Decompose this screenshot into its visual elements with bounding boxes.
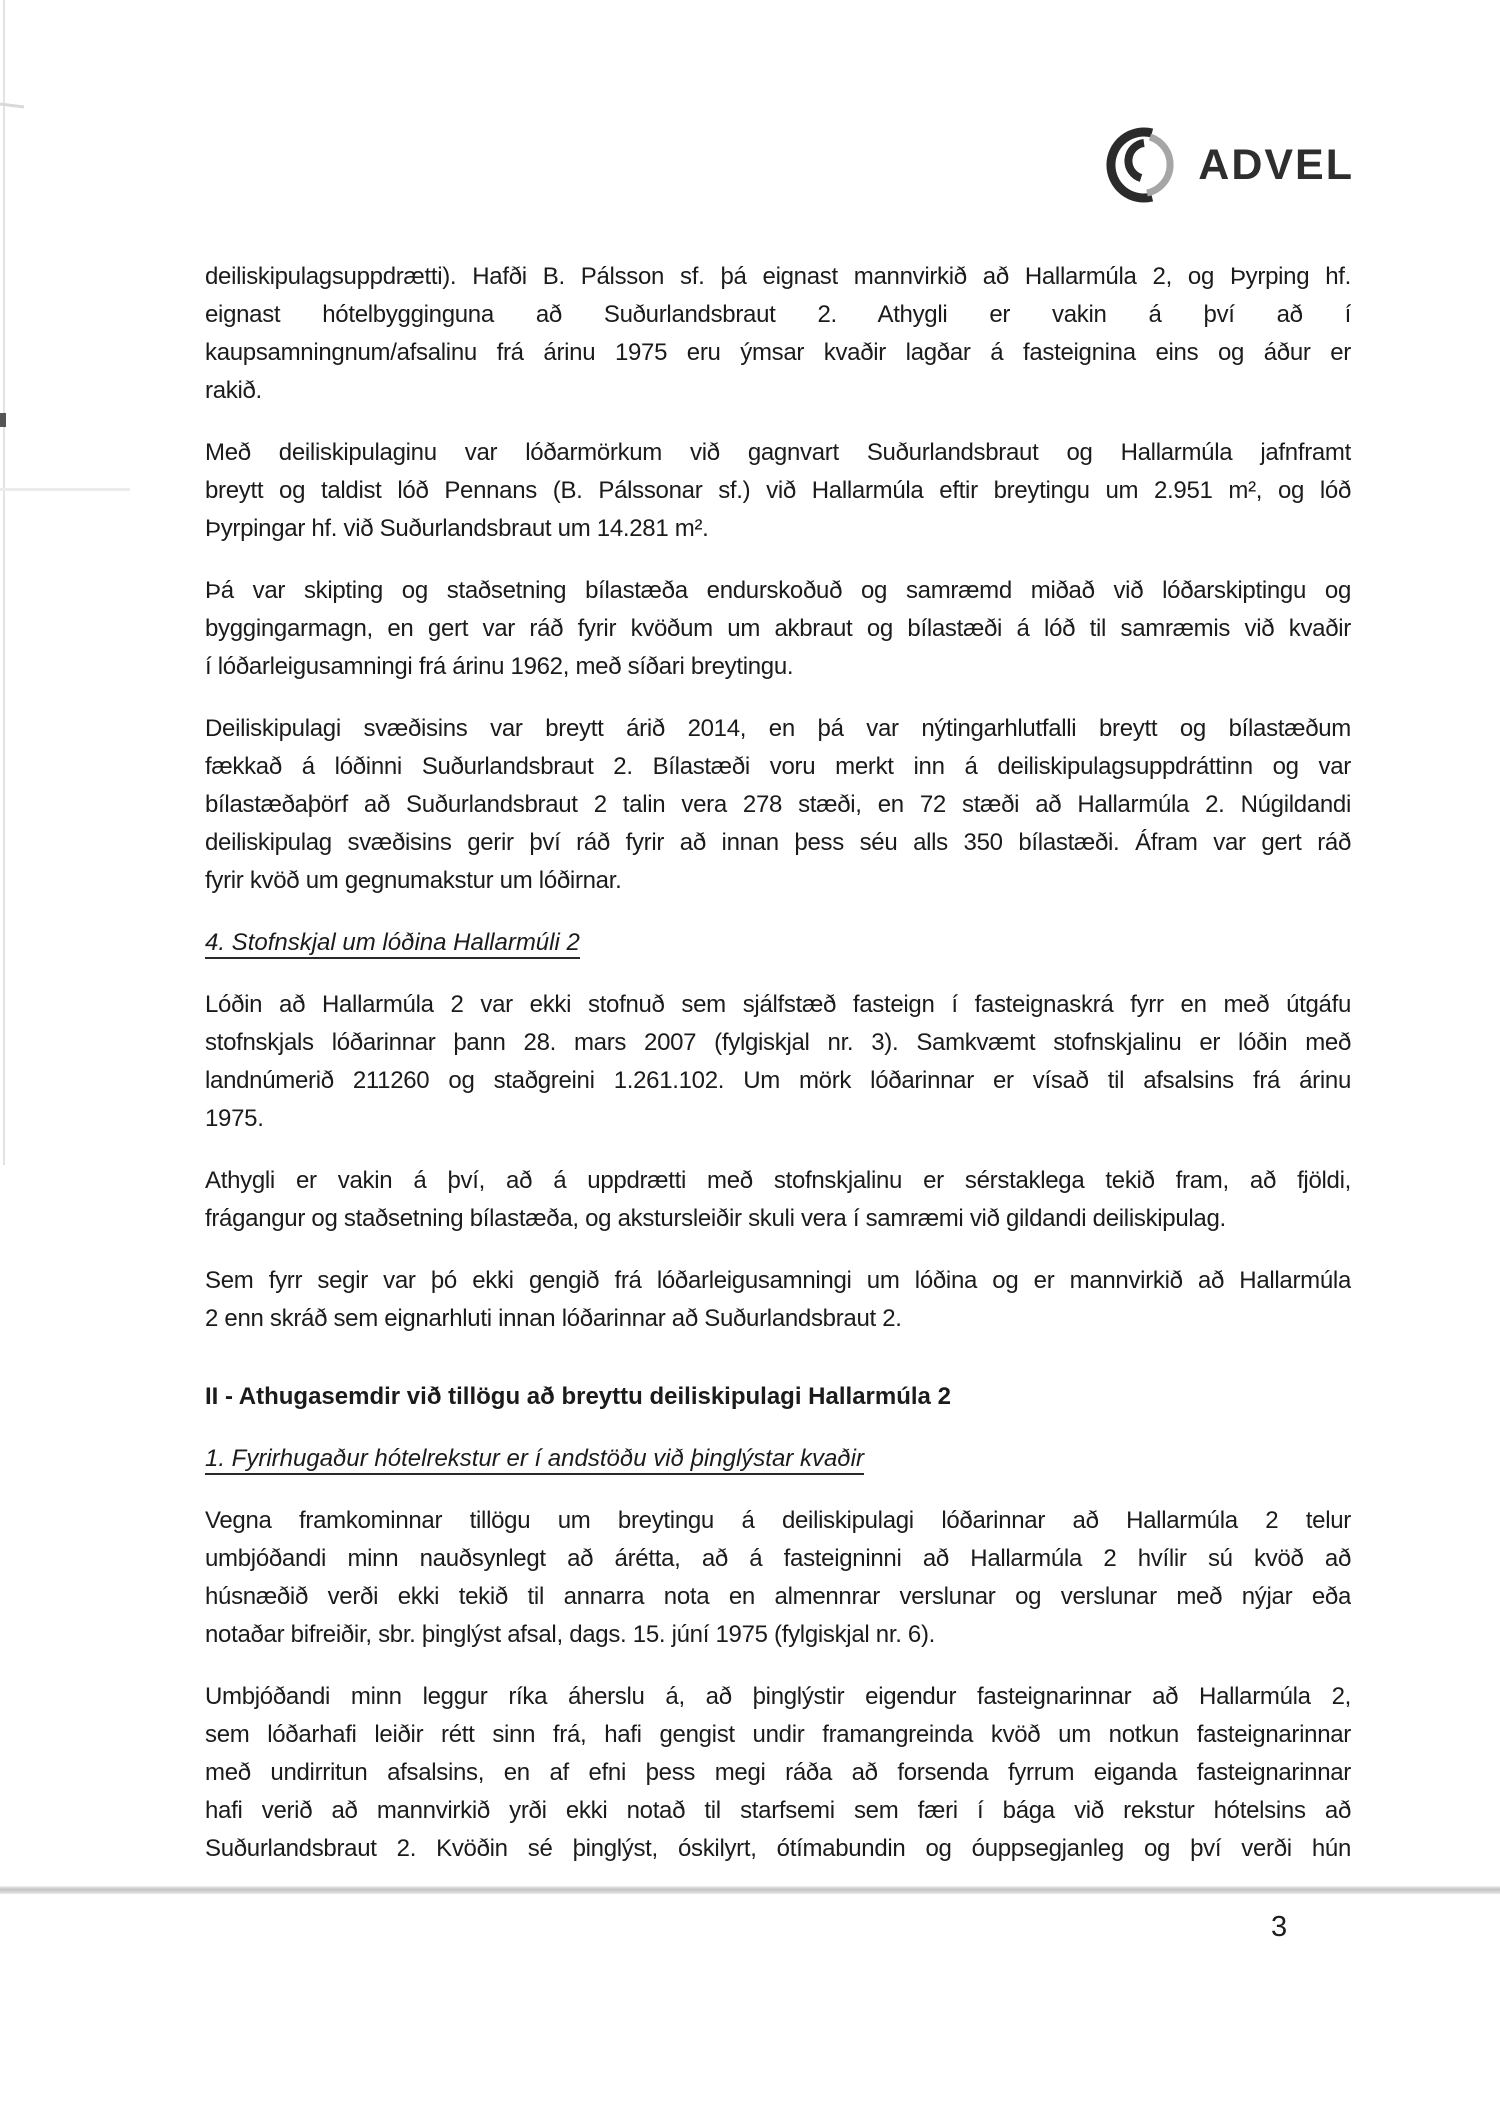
advel-ring-logo-icon [1106, 126, 1184, 204]
section-heading [205, 924, 1351, 962]
paragraph [205, 1678, 1351, 1868]
text-line: stofnskjals lóðarinnar þann 28. mars 2007 (fylgiskjal nr. 3). Samkvæmt stofnskjalinu er lóðin með [205, 1029, 1351, 1056]
paragraph [205, 986, 1351, 1138]
document-body [205, 258, 1351, 1892]
letterhead [1106, 126, 1354, 210]
paragraph [205, 434, 1351, 548]
text-line: deiliskipulag svæðisins gerir því ráð fyrir að innan þess séu alls 350 bílastæði. Áfram var gert ráð [205, 829, 1351, 856]
text-line [205, 1440, 1351, 1478]
text-line: fækkað á lóðinni Suðurlandsbraut 2. Bílastæði voru merkt inn á deiliskipulagsuppdráttinn og var [205, 753, 1351, 780]
paragraph [205, 1162, 1351, 1238]
paragraph [205, 572, 1351, 686]
text-line: Þyrpingar hf. við Suðurlandsbraut um 14.281 m². [205, 515, 709, 542]
text-line: í lóðarleigusamningi frá árinu 1962, með síðari breytingu. [205, 653, 794, 680]
advel-logo [1106, 126, 1354, 204]
scan-artifact-left-edge-line [3, 0, 5, 1165]
advel-logo-text: ADVEL [1198, 140, 1354, 189]
paragraph [205, 258, 1351, 410]
underlined-heading-text: 4. Stofnskjal um lóðina Hallarmúli 2 [205, 929, 580, 959]
text-line: Lóðin að Hallarmúla 2 var ekki stofnuð sem sjálfstæð fasteign í fasteignaskrá fyrr en með útgáfu [205, 991, 1351, 1018]
scan-artifact-dark-tick [0, 413, 6, 427]
text-line: umbjóðandi minn nauðsynlegt að árétta, að á fasteigninni að Hallarmúla 2 hvílir sú kvöð að [205, 1545, 1351, 1572]
underlined-heading-text: 1. Fyrirhugaður hótelrekstur er í andstöðu við þinglýstar kvaðir [205, 1445, 864, 1475]
text-line: notaðar bifreiðir, sbr. þinglýst afsal, dags. 15. júní 1975 (fylgiskjal nr. 6). [205, 1621, 936, 1648]
section-heading [205, 1378, 1351, 1416]
text-line: byggingarmagn, en gert var ráð fyrir kvöðum um akbraut og bílastæði á lóð til samræmis við kvaðir [205, 615, 1351, 642]
text-line: fyrir kvöð um gegnumakstur um lóðirnar. [205, 867, 622, 894]
text-line: Deiliskipulagi svæðisins var breytt árið 2014, en þá var nýtingarhlutfalli breytt og bílastæðum [205, 715, 1351, 742]
text-line: Umbjóðandi minn leggur ríka áherslu á, að þinglýstir eigendur fasteignarinnar að Hallarmúla 2, [205, 1683, 1351, 1710]
text-line: húsnæðið verði ekki tekið til annarra nota en almennrar verslunar og verslunar með nýjar eða [205, 1583, 1351, 1610]
text-line: Athygli er vakin á því, að á uppdrætti með stofnskjalinu er sérstaklega tekið fram, að fjöldi, [205, 1167, 1351, 1194]
scan-artifact-smudge [0, 488, 130, 491]
paragraph [205, 1262, 1351, 1338]
text-line: landnúmerið 211260 og staðgreini 1.261.102. Um mörk lóðarinnar er vísað til afsalsins frá árinu [205, 1067, 1351, 1094]
text-line: Þá var skipting og staðsetning bílastæða endurskoðuð og samræmd miðað við lóðarskiptingu og [205, 577, 1351, 604]
text-line [205, 924, 1351, 962]
text-line: hafi verið að mannvirkið yrði ekki notað til starfsemi sem færi í bága við rekstur hótelsins að [205, 1797, 1351, 1824]
text-line: sem lóðarhafi leiðir rétt sinn frá, hafi gengist undir framangreinda kvöð um notkun fasteignarinnar [205, 1721, 1351, 1748]
text-line: 1975. [205, 1105, 264, 1132]
text-line: Vegna framkominnar tillögu um breytingu á deiliskipulagi lóðarinnar að Hallarmúla 2 telur [205, 1507, 1351, 1534]
text-line: frágangur og staðsetning bílastæða, og akstursleiðir skuli vera í samræmi við gildandi deiliskipulag. [205, 1205, 1226, 1232]
text-line: Með deiliskipulaginu var lóðarmörkum við gagnvart Suðurlandsbraut og Hallarmúla jafnframt [205, 439, 1351, 466]
paragraph [205, 710, 1351, 900]
text-line: deiliskipulagsuppdrætti). Hafði B. Pálsson sf. þá eignast mannvirkið að Hallarmúla 2, og Þyrping hf. [205, 263, 1351, 290]
text-line: rakið. [205, 377, 262, 404]
text-line: II - Athugasemdir við tillögu að breyttu deiliskipulagi Hallarmúla 2 [205, 1383, 951, 1410]
section-heading [205, 1440, 1351, 1478]
page-bottom-divider [0, 1886, 1500, 1894]
page-number: 3 [1271, 1911, 1288, 1943]
text-line: Sem fyrr segir var þó ekki gengið frá lóðarleigusamningi um lóðina og er mannvirkið að Hallarmúla [205, 1267, 1351, 1294]
text-line: breytt og taldist lóð Pennans (B. Pálssonar sf.) við Hallarmúla eftir breytingu um 2.951 m², og lóð [205, 477, 1351, 504]
paragraph [205, 1502, 1351, 1654]
text-line: kaupsamningnum/afsalinu frá árinu 1975 eru ýmsar kvaðir lagðar á fasteignina eins og áður er [205, 339, 1351, 366]
text-line: 2 enn skráð sem eignarhluti innan lóðarinnar að Suðurlandsbraut 2. [205, 1305, 902, 1332]
text-line: Suðurlandsbraut 2. Kvöðin sé þinglýst, óskilyrt, ótímabundin og óuppsegjanleg og því verði hún [205, 1835, 1351, 1862]
text-line: eignast hótelbygginguna að Suðurlandsbraut 2. Athygli er vakin á því að í [205, 301, 1351, 328]
text-line: með undirritun afsalsins, en af efni þess megi ráða að forsenda fyrrum eiganda fasteignarinnar [205, 1759, 1351, 1786]
text-line: bílastæðaþörf að Suðurlandsbraut 2 talin vera 278 stæði, en 72 stæði að Hallarmúla 2. Núgildandi [205, 791, 1351, 818]
